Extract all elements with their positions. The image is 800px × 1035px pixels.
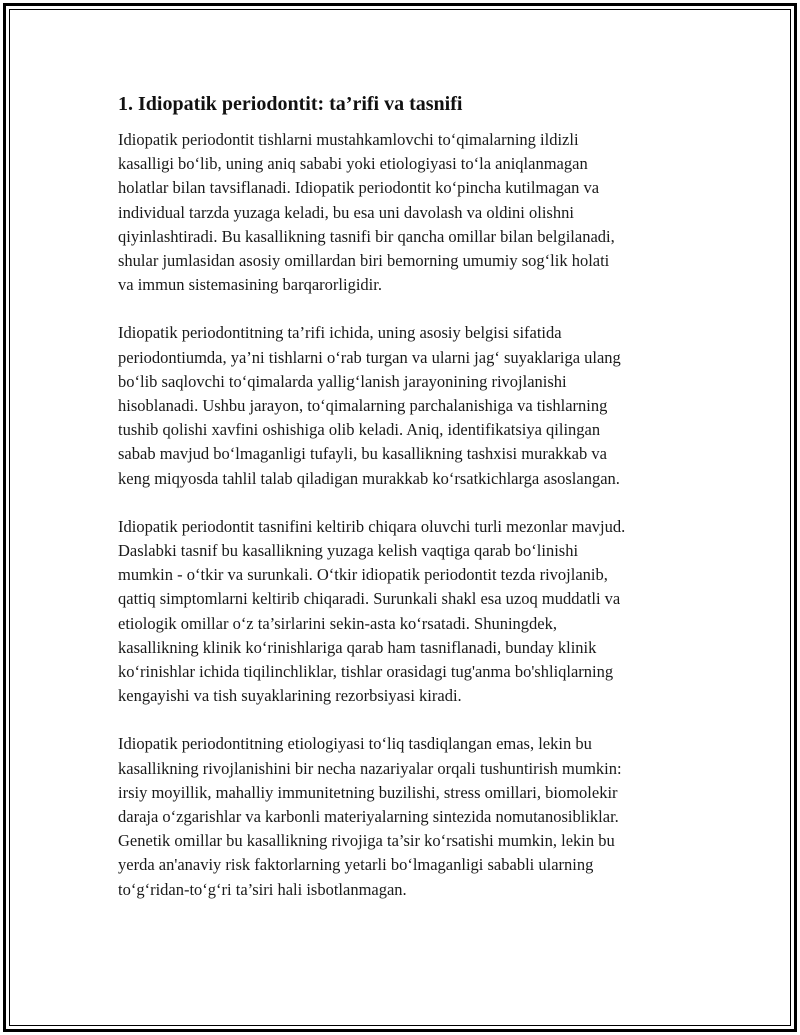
text-line: qiyinlashtiradi. Bu kasallikning tasnifi bir qancha omillar bilan belgilanadi, [118, 226, 615, 246]
text-line: kengayishi va tish suyaklarining rezorbsiyasi kiradi. [118, 686, 462, 706]
text-line: etiologik omillar o‘z ta’sirlarini sekin-asta ko‘rsatadi. Shuningdek, [118, 613, 557, 633]
text-line: Idiopatik periodontitning etiologiyasi to‘liq tasdiqlangan emas, lekin bu [118, 734, 592, 754]
text-line: mumkin - o‘tkir va surunkali. O‘tkir idiopatik periodontit tezda rivojlanib, [118, 565, 608, 585]
text-line: periodontiumda, ya’ni tishlarni o‘rab turgan va ularni jag‘ suyaklariga ulang [118, 347, 621, 367]
section-heading: 1. Idiopatik periodontit: ta’rifi va tasnifi [118, 93, 463, 115]
text-line: tushib qolishi xavfini oshishiga olib keladi. Aniq, identifikatsiya qilingan [118, 420, 601, 440]
text-line: irsiy moyillik, mahalliy immunitetning buzilishi, stress omillari, biomolekir [118, 782, 618, 802]
text-line: Genetik omillar bu kasallikning rivojiga ta’sir ko‘rsatishi mumkin, lekin bu [118, 831, 615, 851]
text-line: ko‘rinishlar ichida tiqilinchliklar, tishlar orasidagi tug'anma bo'shliqlarning [118, 662, 614, 682]
text-line: qattiq simptomlarni keltirib chiqaradi. Surunkali shakl esa uzoq muddatli va [118, 589, 621, 609]
text-line: Daslabki tasnif bu kasallikning yuzaga kelish vaqtiga qarab bo‘linishi [118, 541, 579, 561]
text-line: sabab mavjud bo‘lmaganligi tufayli, bu kasallikning tashxisi murakkab va [118, 444, 607, 464]
text-line: Idiopatik periodontit tasnifini keltirib chiqara oluvchi turli mezonlar mavjud. [118, 516, 626, 536]
text-line: Idiopatik periodontitning ta’rifi ichida, uning asosiy belgisi sifatida [118, 323, 562, 343]
text-line: keng miqyosda tahlil talab qiladigan murakkab ko‘rsatkichlarga asoslangan. [118, 468, 620, 488]
text-line: daraja o‘zgarishlar va karbonli materiyalarning sintezida nomutanosibliklar. [118, 807, 619, 827]
text-line: to‘g‘ridan-to‘g‘ri ta’siri hali isbotlanmagan. [118, 879, 407, 899]
paragraph-2 [118, 321, 698, 490]
paragraph-4 [118, 732, 698, 901]
document-body [118, 90, 698, 926]
text-line: Idiopatik periodontit tishlarni mustahkamlovchi to‘qimalarning ildizli [118, 130, 579, 149]
text-line: individual tarzda yuzaga keladi, bu esa uni davolash va oldini olishni [118, 202, 574, 222]
text-line: hisoblanadi. Ushbu jarayon, to‘qimalarning parchalanishiga va tishlarning [118, 396, 608, 416]
paragraph-3 [118, 515, 698, 709]
text-line: shular jumlasidan asosiy omillardan biri bemorning umumiy sog‘lik holati [118, 251, 610, 271]
text-line: kasallikning klinik ko‘rinishlariga qarab ham tasniflanadi, bunday klinik [118, 637, 597, 657]
text-line: kasallikning rivojlanishini bir necha nazariyalar orqali tushuntirish mumkin: [118, 758, 622, 778]
paragraph-1 [118, 128, 698, 297]
text-line: holatlar bilan tavsiflanadi. Idiopatik periodontit ko‘pincha kutilmagan va [118, 178, 600, 198]
text-line: kasalligi bo‘lib, uning aniq sababi yoki etiologiyasi to‘la aniqlanmagan [118, 154, 588, 174]
text-line: bo‘lib saqlovchi to‘qimalarda yallig‘lanish jarayonining rivojlanishi [118, 371, 567, 391]
text-line: va immun sistemasining barqarorligidir. [118, 275, 382, 295]
text-line: yerda an'anaviy risk faktorlarning yetarli bo‘lmaganligi sababli ularning [118, 855, 594, 875]
